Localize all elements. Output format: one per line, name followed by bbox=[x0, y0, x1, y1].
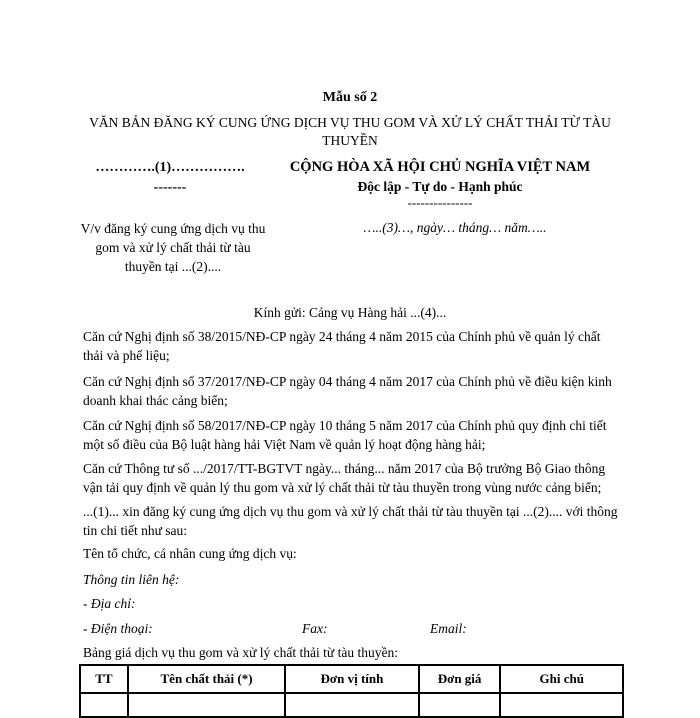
legal-basis-paragraph: Căn cứ Nghị định số 58/2017/NĐ-CP ngày 10 tháng 5 năm 2017 của Chính phủ quy định chi tiết một số điều của Bộ luật hàng hải Việt Nam về quản lý hoạt động hàng hải; bbox=[83, 418, 607, 452]
organization-placeholder: ………….(1)……………. bbox=[95, 160, 245, 175]
legal-basis-paragraph: Căn cứ Nghị định số 38/2015/NĐ-CP ngày 24 tháng 4 năm 2015 của Chính phủ về quản lý chất thải và phế liệu; bbox=[83, 329, 601, 363]
document-title: VĂN BẢN ĐĂNG KÝ CUNG ỨNG DỊCH VỤ THU GOM VÀ XỬ LÝ CHẤT THẢI TỪ TÀU THUYỀN bbox=[89, 115, 611, 148]
national-dash: --------------- bbox=[407, 195, 473, 210]
organization-block bbox=[80, 158, 260, 198]
organization-dash: ------- bbox=[153, 180, 187, 195]
contact-info-label: Thông tin liên hệ: bbox=[83, 572, 180, 587]
phone-label: - Điện thoại: bbox=[83, 621, 153, 636]
table-cell[interactable] bbox=[128, 693, 285, 717]
table-header-cell: Ghi chú bbox=[500, 665, 623, 693]
national-title: CỘNG HÒA XÃ HỘI CHỦ NGHĨA VIỆT NAM bbox=[289, 159, 591, 175]
registration-paragraph: ...(1)... xin đăng ký cung ứng dịch vụ thu gom và xử lý chất thải từ tàu thuyền tại ...(2).... với thông tin chi tiết như sau: bbox=[83, 504, 618, 538]
address-label: - Địa chỉ: bbox=[83, 596, 136, 611]
table-cell[interactable] bbox=[285, 693, 418, 717]
price-table bbox=[79, 664, 624, 718]
legal-basis-paragraph: Căn cứ Nghị định số 37/2017/NĐ-CP ngày 04 tháng 4 năm 2017 của Chính phủ về điều kiện kinh doanh khai thác cảng biển; bbox=[83, 374, 612, 408]
table-cell[interactable] bbox=[500, 693, 623, 717]
price-table-caption: Bảng giá dịch vụ thu gom và xử lý chất thải từ tàu thuyền: bbox=[83, 645, 398, 660]
table-header-cell: Tên chất thải (*) bbox=[128, 665, 285, 693]
greeting: Kính gửi: Cảng vụ Hàng hải ...(4)... bbox=[253, 305, 447, 320]
table-cell[interactable] bbox=[419, 693, 501, 717]
table-header-cell: Đơn vị tính bbox=[285, 665, 418, 693]
form-number: Mẫu số 2 bbox=[322, 90, 378, 105]
subject-line: V/v đăng ký cung ứng dịch vụ thu gom và xử lý chất thải từ tàu thuyền tại ...(2).... bbox=[80, 221, 266, 274]
national-header bbox=[270, 157, 610, 210]
table-header-cell: Đơn giá bbox=[419, 665, 501, 693]
legal-basis-paragraph: Căn cứ Thông tư số .../2017/TT-BGTVT ngày... tháng... năm 2017 của Bộ trưởng Bộ Giao thông vận tải quy định về quản lý thu gom và xử lý chất thải từ tàu thuyền trong vùng nước cảng biển; bbox=[83, 461, 606, 495]
table-header-cell: TT bbox=[80, 665, 128, 693]
table-header-row bbox=[80, 665, 623, 693]
table-cell[interactable] bbox=[80, 693, 128, 717]
table-row bbox=[80, 693, 623, 717]
provider-label: Tên tổ chức, cá nhân cung ứng dịch vụ: bbox=[83, 546, 297, 561]
email-label: Email: bbox=[430, 621, 467, 636]
fax-label: Fax: bbox=[302, 621, 328, 636]
date-line: …..(3)…, ngày… tháng… năm….. bbox=[363, 220, 547, 235]
national-motto: Độc lập - Tự do - Hạnh phúc bbox=[357, 179, 523, 194]
